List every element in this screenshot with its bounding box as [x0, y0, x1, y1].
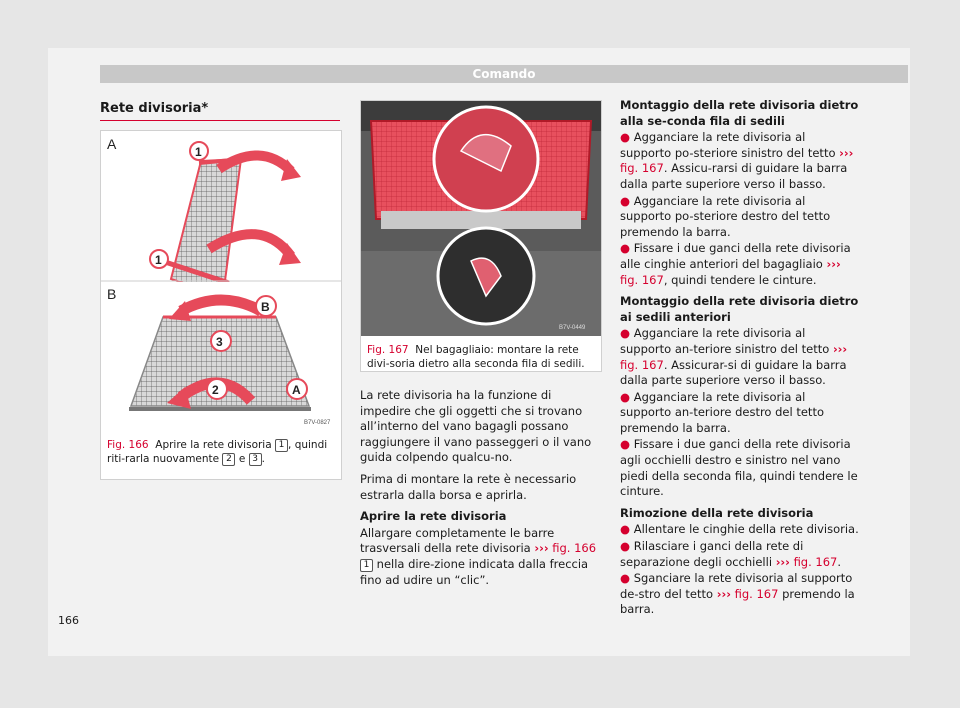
figure-167-label: Fig. 167 [367, 344, 409, 356]
subheading: Montaggio della rete divisoria dietro ai sedili anteriori [620, 294, 859, 324]
arrow-icon: ››› [534, 541, 549, 556]
panel-a-label: A [107, 136, 117, 152]
bullet-icon: ● [620, 241, 631, 256]
svg-text:3: 3 [216, 335, 223, 349]
figure-166-label: Fig. 166 [107, 439, 149, 451]
paragraph: La rete divisoria ha la funzione di impedire che gli oggetti che si trovano all’interno del vano bagagli possano raggiungere il vano passeggeri o il vano guida colpendo qualcu-no. [360, 388, 592, 465]
bullet-item: ● Agganciare la rete divisoria al supporto an-teriore sinistro del tetto ››› fig. 167. Assicurar-si di guidare la barra dalla parte superiore verso il basso. [620, 326, 848, 388]
figure-166 [100, 130, 342, 480]
bullet-icon: ● [620, 193, 631, 208]
step-badge: 3 [249, 453, 262, 466]
paragraph: Allargare completamente le barre trasversali della rete divisoria ››› fig. 166 1 nella dire-zione indicata dalla freccia fino ad udire un “clic”. [360, 525, 597, 587]
bullet-item: ● Fissare i due ganci della rete divisoria agli occhielli destro e sinistro nel vano piedi della seconda fila, quindi tendere le cinture. [620, 437, 858, 499]
bullet-item: ● Sganciare la rete divisoria al supporto de-stro del tetto ››› fig. 167 premendo la barra. [620, 571, 855, 617]
subheading: Montaggio della rete divisoria dietro alla se-conda fila di sedili [620, 98, 859, 128]
bullet-item: ● Agganciare la rete divisoria al supporto po-steriore sinistro del tetto ››› fig. 167. Assicu-rarsi di guidare la barra dalla parte superiore verso il basso. [620, 130, 854, 191]
bullet-icon: ● [620, 437, 631, 452]
arrow-icon: ››› [839, 145, 854, 160]
figure-link[interactable]: fig. 167 [620, 357, 664, 372]
bullet-item: ● Agganciare la rete divisoria al supporto an-teriore destro del tetto premendo la barra. [620, 389, 824, 435]
title-rule [100, 120, 340, 121]
subheading: Rimozione della rete divisoria [620, 505, 814, 520]
figure-link[interactable]: fig. 167 [734, 586, 779, 601]
page-number: 166 [58, 614, 79, 627]
figure-167-code: B7V-0449 [559, 325, 586, 331]
right-column [620, 98, 860, 619]
figure-166-caption: Fig. 166 Aprire la rete divisoria 1 , quindi riti-rarla nuovamente 2 e 3 . [107, 439, 328, 465]
svg-text:1: 1 [195, 145, 202, 159]
figure-167 [360, 100, 602, 372]
page-header: Comando [100, 65, 908, 83]
step-badge: 1 [275, 439, 288, 452]
trunk-cover [381, 211, 581, 229]
figure-link[interactable]: fig. 167 [620, 161, 664, 176]
arrow-icon: ››› [826, 256, 841, 271]
svg-text:A: A [292, 383, 301, 397]
bullet-item: ● Agganciare la rete divisoria al supporto po-steriore destro del tetto premendo la barra. [620, 193, 831, 239]
figure-166-illustration [101, 131, 341, 431]
page [48, 48, 910, 656]
bullet-icon: ● [620, 539, 631, 554]
bullet-icon: ● [620, 326, 631, 341]
figure-167-illustration [361, 101, 601, 336]
figure-166-code: B7V-0827 [304, 420, 331, 426]
svg-text:B: B [261, 300, 270, 314]
step-badge: 2 [222, 453, 235, 466]
panel-b-label: B [107, 286, 117, 302]
svg-text:2: 2 [212, 383, 219, 397]
bullet-item: ● Rilasciare i ganci della rete di separazione degli occhielli ››› fig. 167. [620, 539, 842, 569]
bullet-item: ● Allentare le cinghie della rete divisoria. [620, 522, 859, 537]
bullet-icon: ● [620, 571, 631, 586]
arrow-icon: ››› [716, 586, 731, 601]
figure-link[interactable]: fig. 166 [552, 541, 597, 556]
arrow-icon: ››› [832, 341, 848, 356]
section-title: Rete divisoria* [100, 101, 209, 116]
figure-link[interactable]: fig. 167 [793, 554, 838, 569]
arrow-icon: ››› [775, 554, 790, 569]
bullet-icon: ● [620, 130, 631, 145]
figure-link[interactable]: fig. 167 [620, 272, 664, 287]
paragraph: Prima di montare la rete è necessario estrarla dalla borsa e aprirla. [360, 471, 577, 502]
step-badge: 1 [360, 559, 373, 572]
subheading: Aprire la rete divisoria [360, 509, 507, 524]
figure-167-caption: Fig. 167 Nel bagagliaio: montare la rete divi-soria dietro alla seconda fila di sedili. [367, 344, 585, 370]
bullet-item: ● Fissare i due ganci della rete divisoria alle cinghie anteriori del bagagliaio ››› fig. 167, quindi tendere le cinture. [620, 241, 851, 287]
middle-column [360, 388, 600, 594]
bullet-icon: ● [620, 389, 631, 404]
svg-text:1: 1 [155, 253, 162, 267]
bullet-icon: ● [620, 522, 631, 537]
